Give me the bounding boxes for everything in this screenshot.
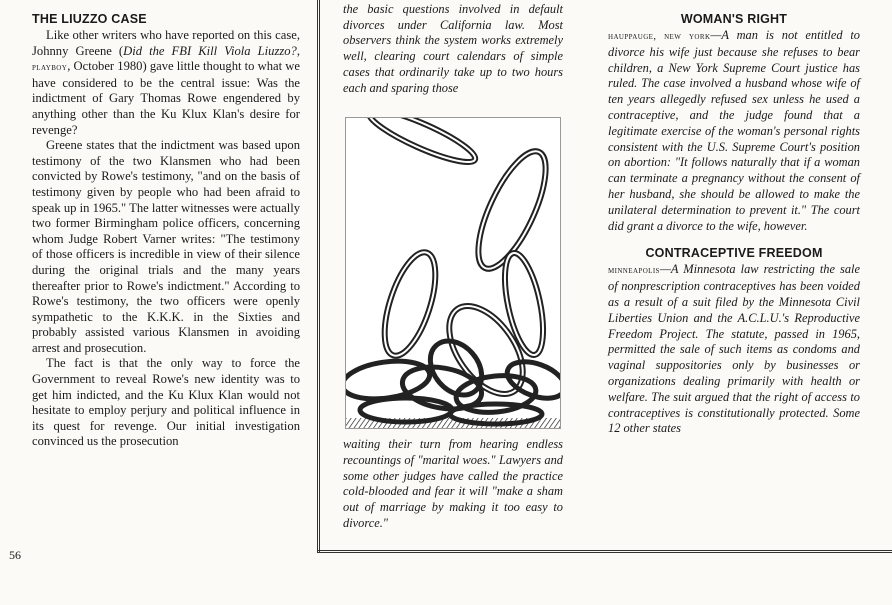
womans-right-text	[608, 28, 860, 234]
publication-name: playboy	[32, 62, 68, 74]
column-rule-horizontal	[317, 550, 892, 553]
right-column	[608, 12, 860, 437]
middle-column	[343, 0, 563, 97]
section-heading-liuzzo: THE LIUZZO CASE	[32, 12, 147, 26]
middle-bottom-column	[343, 437, 563, 532]
para1-text-b: , October 1980) gave little thought to what we have considered to be the central issue: Was the indictment of Gary Thomas Rowe engendered by anything other than the Ku Klux Klan's desire for revenge?	[32, 59, 300, 137]
rings-icon	[346, 118, 560, 428]
paragraph-2: Greene states that the indictment was based upon testimony of the two Klansmen who had been convicted by Rowe's testimony, "and on the basis of testimony given by people who had been afraid to speak up in 1965." The latter witnesses were actually two former Birmingham police officers, concerning whom Judge Robert Varner writes: "The testimony of those officers is incredible in view of their silence during the original trials and the many years thereafter prior to Rowe's indictment." According to Rowe's testimony, the two officers were openly sympathetic to the K.K.K. in the Sixties and probably assisted various Klansmen in avoiding arrest and prosecution.	[32, 138, 300, 355]
contraceptive-text	[608, 262, 860, 437]
section-heading-contraceptive: CONTRACEPTIVE FREEDOM	[645, 246, 823, 261]
article-title: Did the FBI Kill Viola Liuzzo?	[123, 43, 297, 58]
broken-rings-illustration	[345, 117, 561, 429]
paragraph-3: The fact is that the only way to force the Government to reveal Rowe's new identity was to get him indicted, and the Ku Klux Klan would not hesitate to employ perjury and political influence in its quest for revenge. Our initial investigation convinced us the prosecution	[32, 356, 300, 449]
middle-top-text: the basic questions involved in default divorces under California law. Most observers think the system works extremely well, clearing court calendars of simple cases that ordinarily take up to two hours each and sparing those	[343, 1, 563, 95]
dateline-minneapolis: minneapolis	[608, 265, 660, 277]
page-number: 56	[9, 548, 21, 562]
paragraph-1: Like other writers who have reported on this case, Johnny Greene (Did the FBI Kill Viola Liuzzo?, playboy, October 1980) gave little thought to what we have considered to be the central issue: Was the indictment of Gary Thomas Rowe engendered by anything other than the Ku Klux Klan's desire for revenge?	[32, 28, 300, 137]
dateline-hauppauge: hauppauge, new york	[608, 31, 711, 42]
column-rule-vertical	[317, 0, 320, 552]
para1-text-a: Like other writers who have reported on this case, Johnny Greene (	[32, 28, 300, 58]
section-heading-womans-right: WOMAN'S RIGHT	[680, 12, 788, 26]
womans-right-body: —A man is not entitled to divorce his wife just because she refuses to bear children, a New York Supreme Court justice has ruled. The case involved a husband whose wife of ten years allegedly refused sex unless he used a contraceptive, and the judge found that a legitimate exercise of the woman's personal rights consistent with the U.S. Supreme Court's position on abortion: "It follows naturally that if a woman can terminate a pregnancy without the consent of her husband, she should be allowed to make the unilateral determination to prevent it." The court did grant a divorce to the wife, however.	[608, 28, 860, 233]
contraceptive-body: —A Minnesota law restricting the sale of nonprescription contraceptives has been voided as a result of a suit filed by the Minnesota Civil Liberties Union and the A.C.L.U.'s Reproductive Freedom Project. The statute, passed in 1965, permitted the sale of such items as condoms and vaginal suppositories only by businesses or organizations dealing primarily with health or welfare. The suit argued that the right of access to contraceptives is constitutionally protected. Some 12 other states	[608, 262, 860, 436]
left-column	[32, 12, 300, 450]
middle-bottom-text: waiting their turn from hearing endless recountings of "marital woes." Lawyers and some other judges have called the practice cold-blooded and fear it will "make a sham out of marriage by making it too easy to divorce."	[343, 437, 563, 530]
